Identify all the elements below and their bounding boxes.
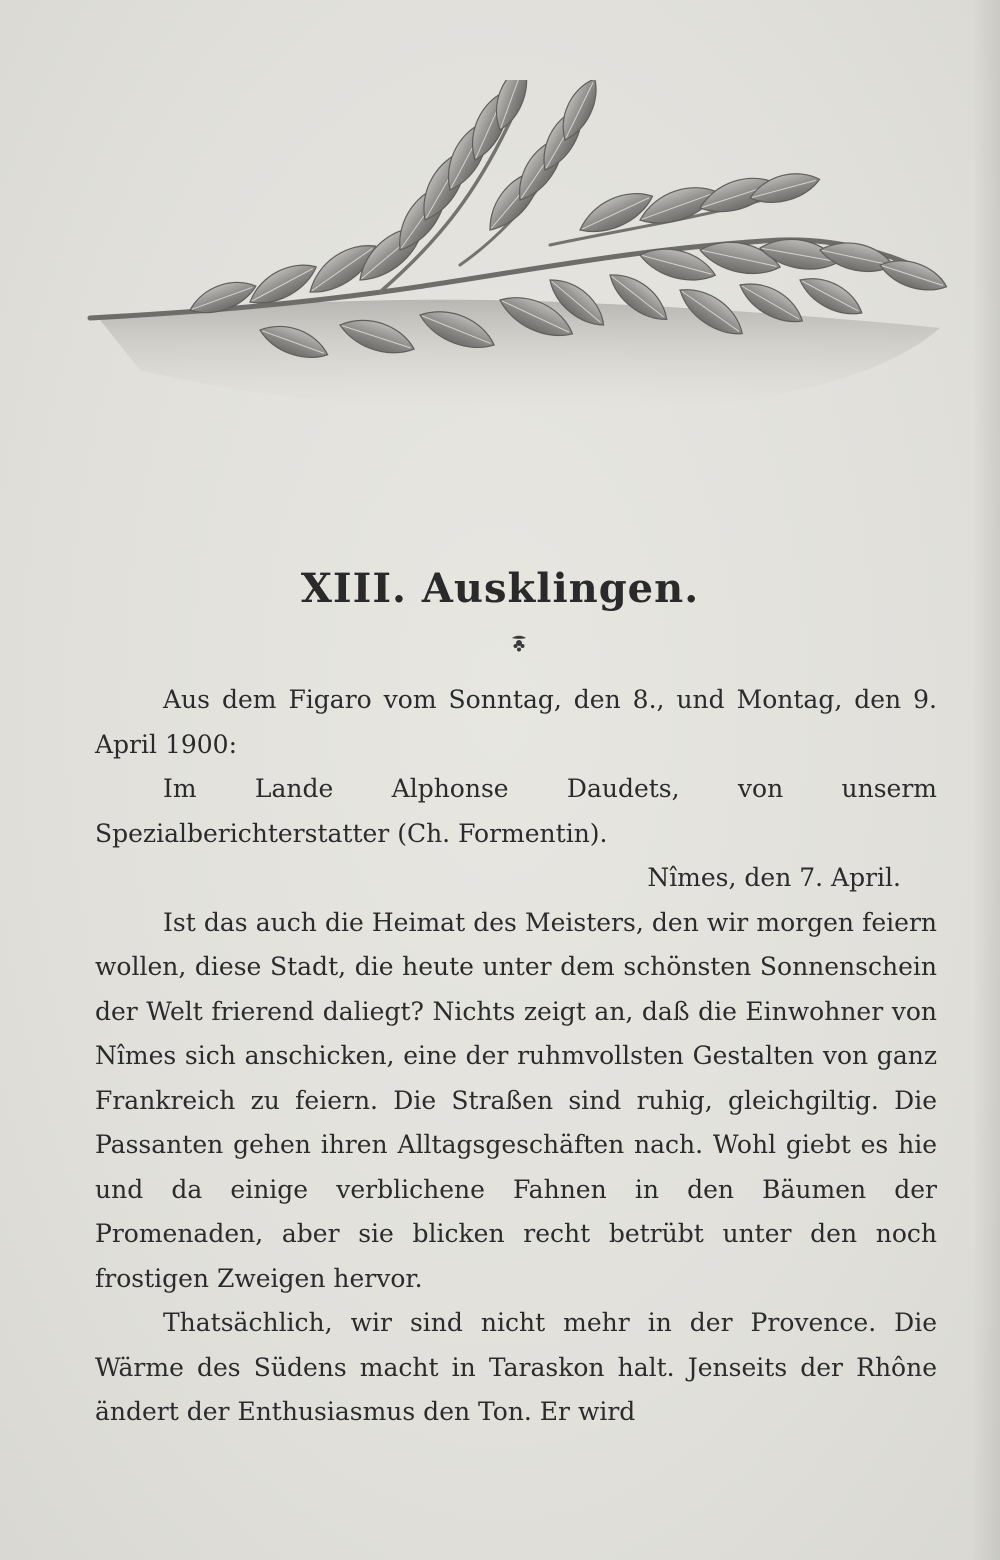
chapter-numeral: XIII.: [300, 565, 407, 612]
laurel-leaf: [795, 269, 868, 324]
laurel-branch-icon: [80, 80, 960, 430]
source-paragraph: Aus dem Figaro vom Sonntag, den 8., und Montag, den 9. April 1900:: [95, 685, 937, 759]
laurel-leaf: [747, 166, 823, 209]
byline-paragraph: Im Lande Alphonse Daudets, von unserm Spezialberichterstatter (Ch. Formentin).: [95, 774, 937, 848]
body-paragraph: Thatsächlich, wir sind nicht mehr in der Provence. Die Wärme des Südens macht in Taraskon halt. Jenseits der Rhône ändert der Enthusiasmus den Ton. Er wird: [95, 1308, 937, 1426]
chapter-title: Ausklingen.: [421, 565, 700, 612]
body-text: [95, 678, 937, 1435]
body-paragraph: Ist das auch die Heimat des Meisters, den wir morgen feiern wollen, diese Stadt, die heute unter dem schönsten Sonnenschein der Welt frierend daliegt? Nichts zeigt an, daß die Einwohner von Nîmes sich anschicken, eine der ruhmvollsten Gestalten von ganz Frankreich zu feiern. Die Straßen sind ruhig, gleichgiltig. Die Passanten gehen ihren Alltagsgeschäften nach. Wohl giebt es hie und da einige verblichene Fahnen in den Bäumen der Promenaden, aber sie blicken recht betrübt unter den noch frostigen Zweigen hervor.: [95, 907, 937, 1293]
dateline: Nîmes, den 7. April.: [647, 863, 901, 892]
chapter-heading: [0, 565, 1000, 612]
fleuron-icon: [508, 632, 530, 654]
page-edge-shadow: [972, 0, 1000, 1560]
